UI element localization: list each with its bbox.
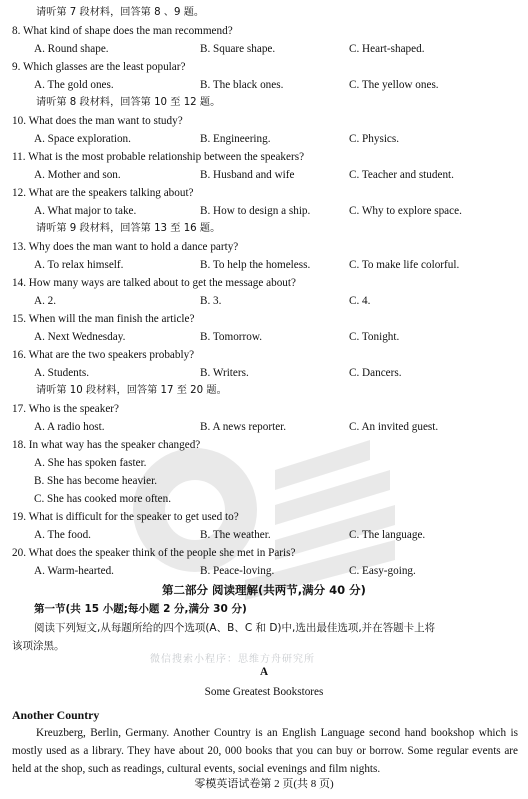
option-c[interactable]: C. Physics. (349, 133, 400, 145)
option-c[interactable]: C. Tonight. (349, 331, 400, 343)
option-b[interactable]: B. The black ones. (200, 79, 284, 91)
option-b[interactable]: B. Square shape. (200, 43, 276, 55)
watermark-text: 微信搜索小程序：思维方舟研究所 (150, 654, 315, 665)
option-b[interactable]: B. To help the homeless. (200, 259, 311, 271)
option-b[interactable]: B. The weather. (200, 529, 271, 541)
option-a[interactable]: A. The food. (34, 529, 91, 541)
question-19-stem: 19. What is difficult for the speaker to get used to? (12, 511, 239, 523)
question-13-stem: 13. Why does the man want to hold a dance party? (12, 241, 239, 253)
option-b[interactable]: B. Tomorrow. (200, 331, 262, 343)
option-b[interactable]: B. Engineering. (200, 133, 271, 145)
option-b[interactable]: B. 3. (200, 295, 222, 307)
option-a[interactable]: A. The gold ones. (34, 79, 114, 91)
question-12-stem: 12. What are the speakers talking about? (12, 187, 194, 199)
reading-directions-line1: 阅读下列短文,从每题所给的四个选项(A、B、C 和 D)中,选出最佳选项,并在答题卡上将 (34, 622, 436, 634)
option-c[interactable]: C. To make life colorful. (349, 259, 460, 271)
option-a[interactable]: A. To relax himself. (34, 259, 124, 271)
option-c[interactable]: C. Dancers. (349, 367, 402, 379)
question-16-stem: 16. What are the two speakers probably? (12, 349, 195, 361)
listening-instruction-8: 请听第 8 段材料，回答第 10 至 12 题。 (36, 97, 221, 108)
option-b[interactable]: B. Peace-loving. (200, 565, 275, 577)
question-8-stem: 8. What kind of shape does the man recommend? (12, 25, 233, 37)
option-a[interactable]: A. Space exploration. (34, 133, 131, 145)
option-b[interactable]: B. Husband and wife (200, 169, 295, 181)
option-a[interactable]: A. She has spoken faster. (34, 457, 147, 469)
option-c[interactable]: C. An invited guest. (349, 421, 439, 433)
listening-instruction-10: 请听第 10 段材料，回答第 17 至 20 题。 (36, 385, 227, 396)
option-a[interactable]: A. Next Wednesday. (34, 331, 126, 343)
passage-title: Some Greatest Bookstores (204, 686, 324, 698)
bookstore-subheading: Another Country (12, 708, 100, 722)
reading-directions-line2: 该项涂黑。 (12, 640, 65, 652)
option-c[interactable]: C. Why to explore space. (349, 205, 462, 217)
option-c[interactable]: C. Easy-going. (349, 565, 416, 577)
question-18-stem: 18. In what way has the speaker changed? (12, 439, 201, 451)
option-b[interactable]: B. Writers. (200, 367, 249, 379)
question-9-stem: 9. Which glasses are the least popular? (12, 61, 186, 73)
option-c[interactable]: C. She has cooked more often. (34, 493, 172, 505)
part2-title: 第二部分 阅读理解(共两节,满分 40 分) (162, 583, 366, 597)
bookstore-paragraph: Kreuzberg, Berlin, Germany. Another Country is an English Language second hand bookshop which is mostly used as a library. They have about 20, 000 books that you can buy or borrow. Some regular events are held at the shop, such as readings, cultural events, social evenings and film nights. (12, 727, 518, 775)
question-14-stem: 14. How many ways are talked about to get the message about? (12, 277, 296, 289)
option-a[interactable]: A. Warm-hearted. (34, 565, 114, 577)
option-b[interactable]: B. She has become heavier. (34, 475, 158, 487)
option-c[interactable]: C. Heart-shaped. (349, 43, 425, 55)
section1-heading: 第一节(共 15 小题;每小题 2 分,满分 30 分) (34, 603, 247, 615)
question-20-stem: 20. What does the speaker think of the people she met in Paris? (12, 547, 296, 559)
listening-instruction-9: 请听第 9 段材料，回答第 13 至 16 题。 (36, 223, 221, 234)
option-a[interactable]: A. Mother and son. (34, 169, 121, 181)
option-a[interactable]: A. 2. (34, 295, 57, 307)
question-10-stem: 10. What does the man want to study? (12, 115, 183, 127)
question-15-stem: 15. When will the man finish the article? (12, 313, 195, 325)
passage-letter: A (259, 666, 269, 678)
listening-instruction-7: 请听第 7 段材料，回答第 8 、9 题。 (36, 7, 205, 18)
question-11-stem: 11. What is the most probable relationship between the speakers? (12, 151, 305, 163)
option-c[interactable]: C. Teacher and student. (349, 169, 454, 181)
option-b[interactable]: B. A news reporter. (200, 421, 287, 433)
option-a[interactable]: A. Students. (34, 367, 90, 379)
option-c[interactable]: C. The language. (349, 529, 426, 541)
option-a[interactable]: A. Round shape. (34, 43, 109, 55)
option-b[interactable]: B. How to design a ship. (200, 205, 311, 217)
option-a[interactable]: A. A radio host. (34, 421, 105, 433)
question-17-stem: 17. Who is the speaker? (12, 403, 119, 415)
option-a[interactable]: A. What major to take. (34, 205, 137, 217)
option-c[interactable]: C. 4. (349, 295, 371, 307)
option-c[interactable]: C. The yellow ones. (349, 79, 439, 91)
page-footer: 零模英语试卷第 2 页(共 8 页) (194, 778, 334, 790)
